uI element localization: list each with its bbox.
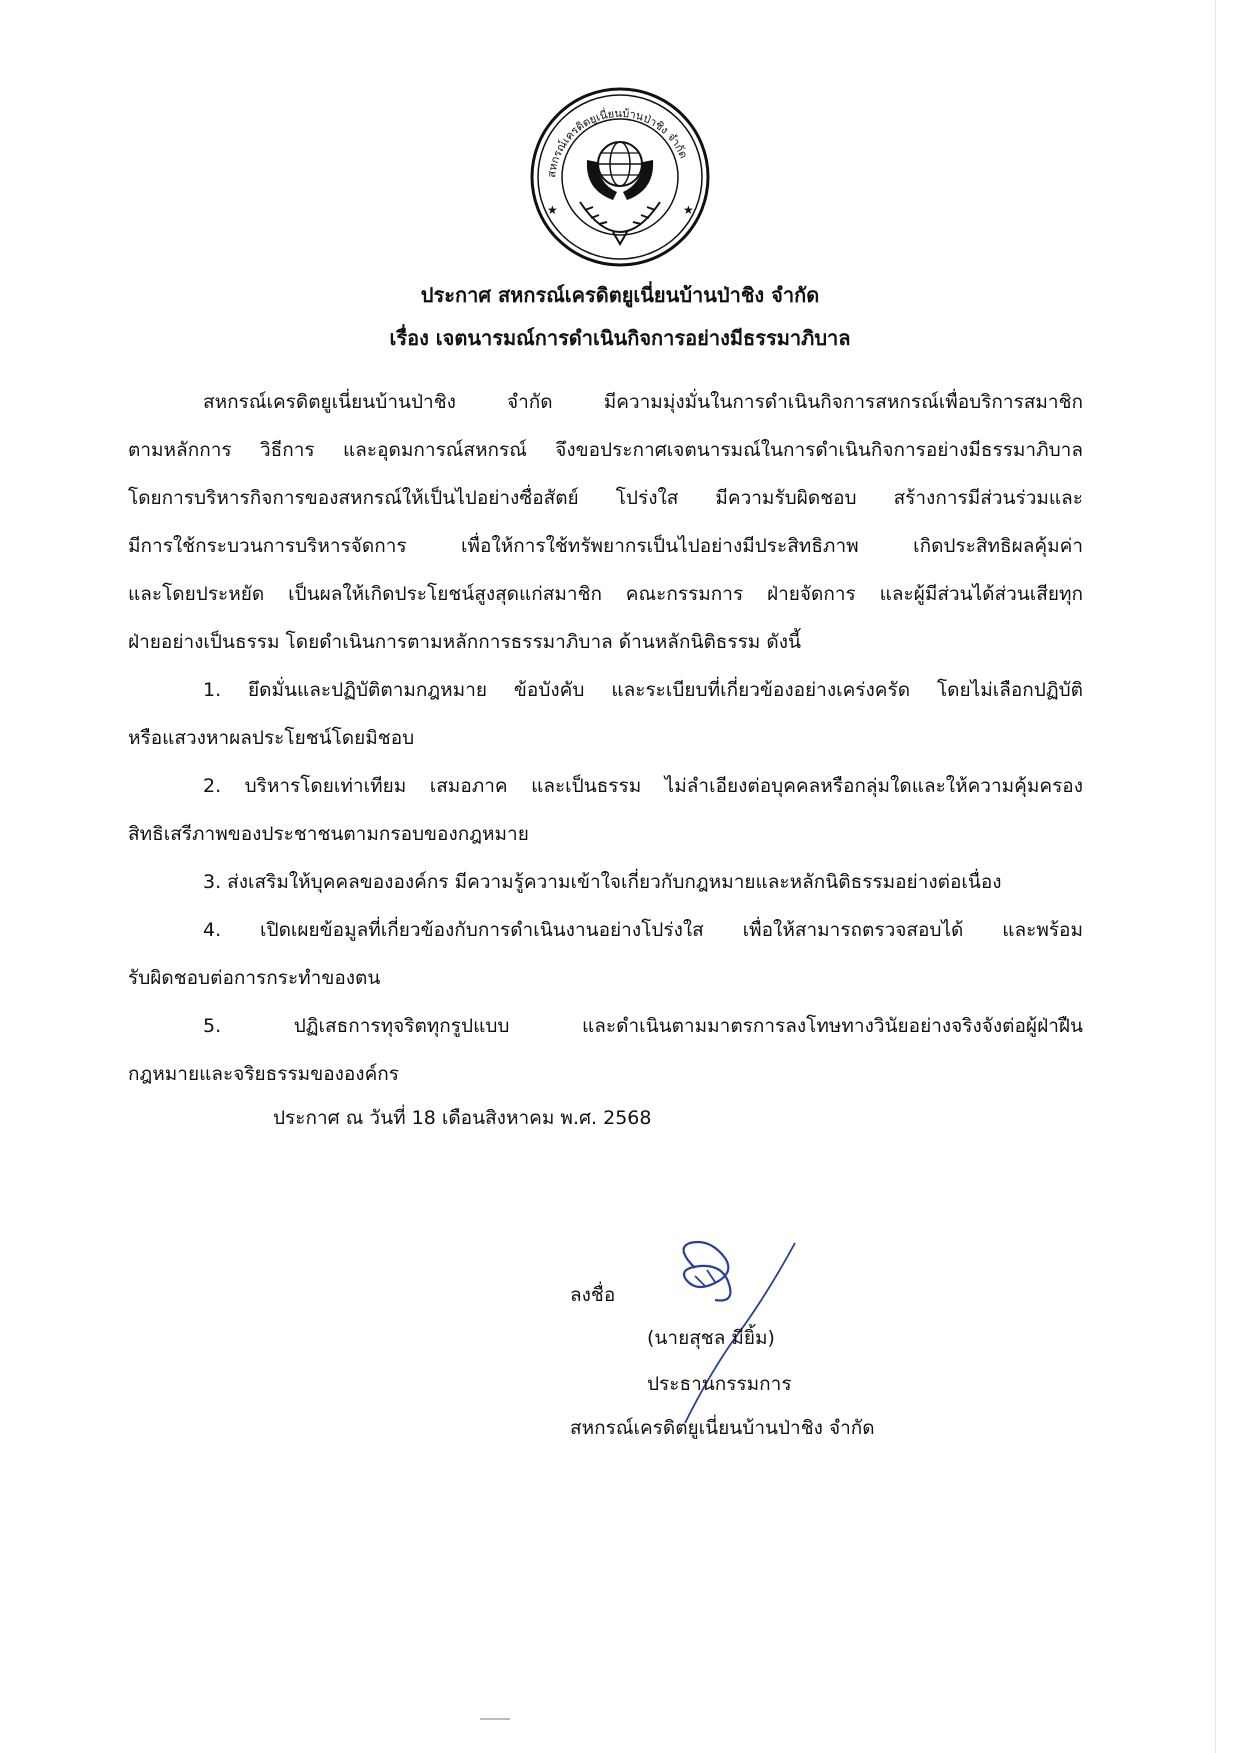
principle-item-2-cont: สิทธิเสรีภาพของประชาชนตามกรอบของกฎหมาย <box>128 823 529 845</box>
principle-item-4-cont: รับผิดชอบต่อการกระทำของตน <box>128 967 381 989</box>
principle-item-5: 5. ปฏิเสธการทุจริตทุกรูปแบบ และดำเนินตามมาตรการลงโทษทางวินัยอย่างจริงจังต่อผู้ฝ่าฝืน <box>203 1015 1083 1037</box>
svg-text:★: ★ <box>683 203 694 217</box>
intro-line: โดยการบริหารกิจการของสหกรณ์ให้เป็นไปอย่างซื่อสัตย์ โปร่งใส มีความรับผิดชอบ สร้างการมีส่วนร่วมและ <box>128 487 1083 509</box>
principle-item-4: 4. เปิดเผยข้อมูลที่เกี่ยวข้องกับการดำเนินงานอย่างโปร่งใส เพื่อให้สามารถตรวจสอบได้ และพร้อม <box>203 919 1083 941</box>
signatory-position: ประธานกรรมการ <box>647 1373 792 1395</box>
announcement-date: ประกาศ ณ วันที่ 18 เดือนสิงหาคม พ.ศ. 2568 <box>273 1107 652 1129</box>
scan-mark <box>480 1718 510 1720</box>
principle-item-5-cont: กฎหมายและจริยธรรมขององค์กร <box>128 1063 399 1085</box>
svg-text:★: ★ <box>547 203 558 217</box>
page-edge-line <box>1215 0 1216 1753</box>
principle-item-3: 3. ส่งเสริมให้บุคคลขององค์กร มีความรู้ความเข้าใจเกี่ยวกับกฎหมายและหลักนิติธรรมอย่างต่อเนื่อง <box>203 871 1002 893</box>
intro-line: ตามหลักการ วิธีการ และอุดมการณ์สหกรณ์ จึงขอประกาศเจตนารมณ์ในการดำเนินกิจการอย่างมีธรรมาภิบาล <box>128 439 1083 461</box>
principle-item-1-cont: หรือแสวงหาผลประโยชน์โดยมิชอบ <box>128 727 415 749</box>
announcement-title: ประกาศ สหกรณ์เครดิตยูเนี่ยนบ้านป่าชิง จำกัด <box>420 283 820 307</box>
signatory-organization: สหกรณ์เครดิตยูเนี่ยนบ้านป่าชิง จำกัด <box>570 1417 875 1439</box>
signature-label: ลงชื่อ <box>570 1284 616 1306</box>
cooperative-seal-logo <box>525 82 715 272</box>
intro-line: ฝ่ายอย่างเป็นธรรม โดยดำเนินการตามหลักการธรรมาภิบาล ด้านหลักนิติธรรม ดังนี้ <box>128 631 801 653</box>
announcement-subject: เรื่อง เจตนารมณ์การดำเนินกิจการอย่างมีธรรมาภิบาล <box>389 326 851 350</box>
intro-line: สหกรณ์เครดิตยูเนี่ยนบ้านป่าชิง จำกัด มีความมุ่งมั่นในการดำเนินกิจการสหกรณ์เพื่อบริการสมาชิก <box>203 391 1083 413</box>
signatory-name: (นายสุชล มียิ้ม) <box>647 1327 775 1349</box>
intro-line: มีการใช้กระบวนการบริหารจัดการ เพื่อให้การใช้ทรัพยากรเป็นไปอย่างมีประสิทธิภาพ เกิดประสิทธิผลคุ้มค่า <box>128 535 1083 557</box>
principle-item-2: 2. บริหารโดยเท่าเทียม เสมอภาค และเป็นธรรม ไม่ลำเอียงต่อบุคคลหรือกลุ่มใดและให้ความคุ้มครอง <box>203 775 1083 797</box>
principle-item-1: 1. ยึดมั่นและปฏิบัติตามกฎหมาย ข้อบังคับ และระเบียบที่เกี่ยวข้องอย่างเคร่งครัด โดยไม่เลือกปฏิบัติ <box>203 679 1083 701</box>
intro-line: และโดยประหยัด เป็นผลให้เกิดประโยชน์สูงสุดแก่สมาชิก คณะกรรมการ ฝ่ายจัดการ และผู้มีส่วนได้ส่วนเสียทุก <box>128 583 1083 605</box>
seal-ring-text: สหกรณ์เครดิตยูเนี่ยนบ้านป่าชิง จำกัด <box>545 106 691 179</box>
